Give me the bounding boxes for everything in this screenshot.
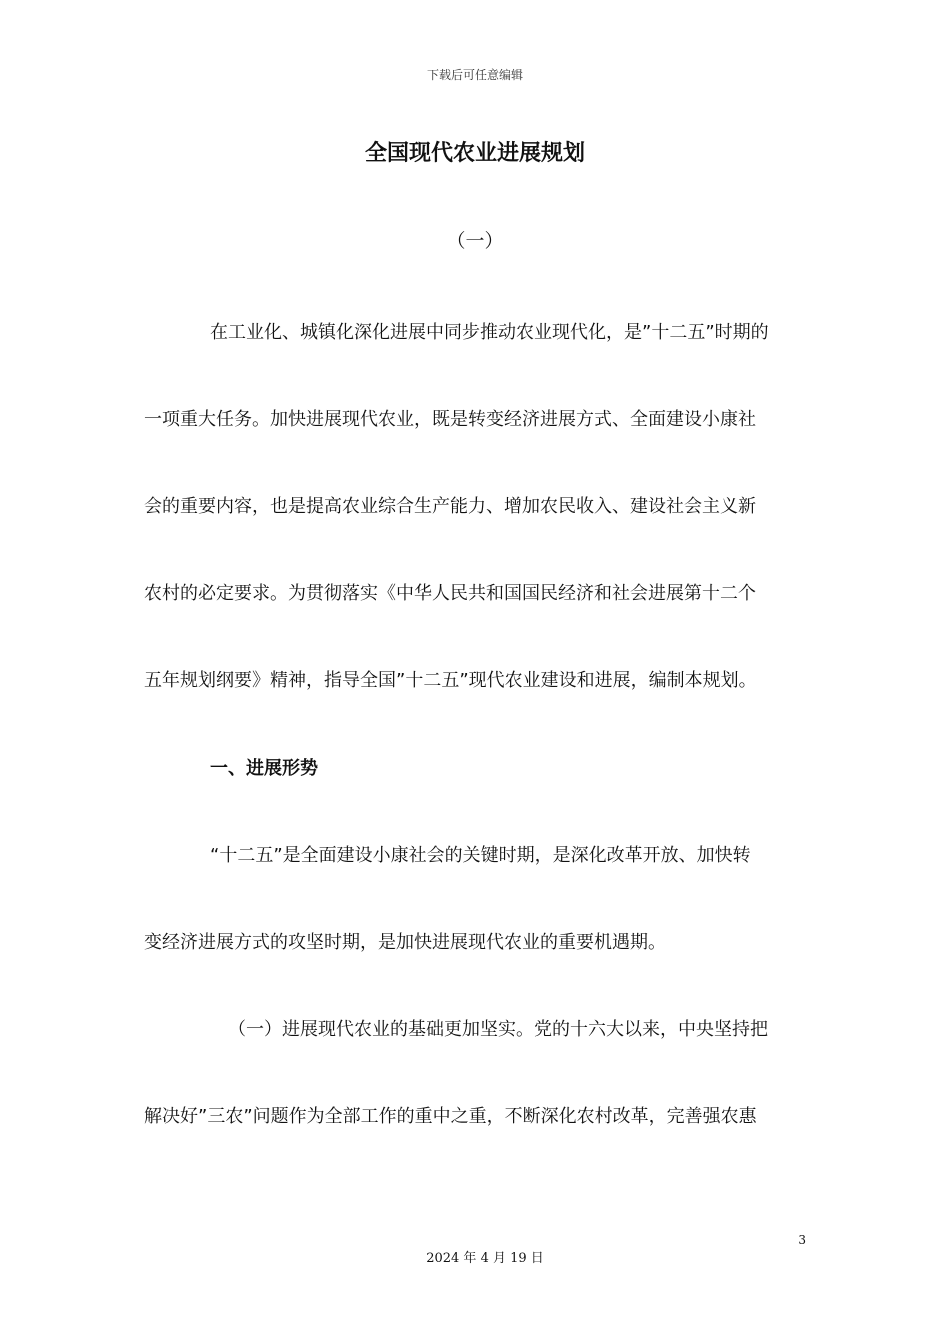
paragraph-line: 一项重大任务。加快进展现代农业，既是转变经济进展方式、全面建设小康社: [144, 409, 756, 430]
paragraph-line: 农村的必定要求。为贯彻落实《中华人民共和国国民经济和社会进展第十二个: [144, 583, 756, 604]
paragraph-line: 解决好”三农”问题作为全部工作的重中之重，不断深化农村改革，完善强农惠: [144, 1106, 757, 1127]
header-note: 下载后可任意编辑: [426, 68, 523, 82]
paragraph-line: “十二五”是全面建设小康社会的关键时期，是深化改革开放、加快转: [210, 845, 751, 866]
paragraph-line: 在工业化、城镇化深化进展中同步推动农业现代化，是”十二五”时期的: [210, 322, 769, 343]
paragraph-line: 变经济进展方式的攻坚时期，是加快进展现代农业的重要机遇期。: [144, 932, 666, 953]
paragraph-line: （一）进展现代农业的基础更加坚实。党的十六大以来，中央坚持把: [228, 1019, 768, 1040]
paragraph-line: 五年规划纲要》精神，指导全国”十二五”现代农业建设和进展，编制本规划。: [144, 670, 757, 691]
footer-date: 2024 年 4 月 19 日: [426, 1251, 544, 1266]
document-title: 全国现代农业进展规划: [364, 141, 585, 166]
page-number: 3: [798, 1233, 806, 1247]
paragraph-line: 会的重要内容，也是提高农业综合生产能力、增加农民收入、建设社会主义新: [144, 496, 756, 517]
section-heading: 一、进展形势: [210, 758, 318, 779]
document-subtitle: （一）: [446, 230, 504, 252]
